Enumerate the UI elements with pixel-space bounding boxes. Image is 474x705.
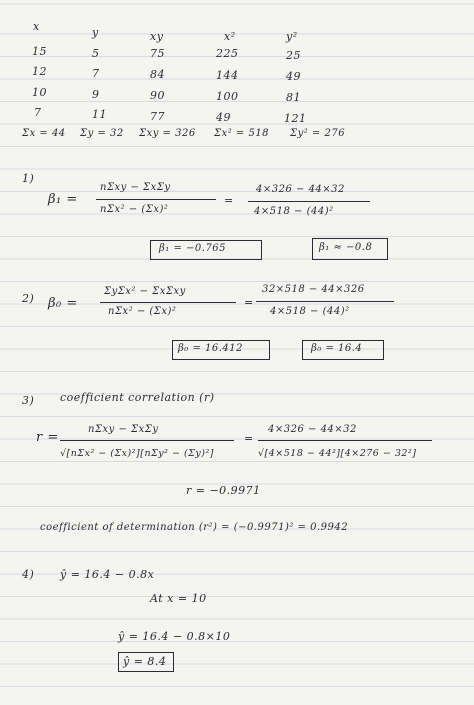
cell: 84 [150, 68, 165, 81]
sum-xy: Σxy = 326 [139, 128, 196, 139]
formula-denominator: nΣx² − (Σx)² [108, 306, 177, 317]
substituted-numerator: 4×326 − 44×32 [268, 424, 357, 435]
substituted-numerator: 32×518 − 44×326 [262, 284, 365, 295]
cell: 225 [216, 47, 239, 60]
cell: 10 [32, 86, 47, 99]
substituted-denominator: 4×518 − (44)² [270, 306, 350, 317]
header-y: y [92, 26, 99, 39]
cell: 7 [92, 67, 100, 80]
fraction-bar [100, 302, 236, 303]
equals-sign: = [244, 432, 254, 445]
step-number: 4) [22, 568, 35, 581]
cell: 75 [150, 47, 165, 60]
formula-denominator: √[nΣx² − (Σx)²][nΣy² − (Σy)²] [60, 448, 214, 459]
formula-numerator: nΣxy − ΣxΣy [88, 424, 159, 435]
formula-numerator: nΣxy − ΣxΣy [100, 182, 171, 193]
cell: 77 [150, 110, 165, 123]
cell: 49 [286, 70, 301, 83]
cell: 12 [32, 65, 47, 78]
formula-numerator: ΣyΣx² − ΣxΣxy [104, 286, 186, 297]
x-value-line: At x = 10 [150, 592, 207, 605]
r-value: r = −0.9971 [186, 484, 261, 497]
result-box [172, 340, 270, 360]
cell: 144 [216, 69, 239, 82]
r-label: r = [36, 430, 59, 445]
fraction-bar [248, 201, 370, 202]
header-xy: xy [150, 30, 164, 43]
fraction-bar [60, 440, 234, 441]
cell: 90 [150, 89, 165, 102]
beta0-rounded: β₀ = 16.4 [311, 343, 363, 354]
sum-x2: Σx² = 518 [214, 128, 270, 139]
cell: 15 [32, 45, 47, 58]
cell: 121 [284, 112, 307, 125]
header-x: x [33, 20, 40, 33]
cell: 81 [286, 91, 301, 104]
step-number: 1) [22, 172, 35, 185]
equals-sign: = [224, 194, 234, 207]
regression-equation: ŷ = 16.4 − 0.8x [60, 568, 155, 581]
determination-line: coefficient of determination (r²) = (−0.9971)² = 0.9942 [40, 522, 349, 533]
beta0-label: β₀ = [48, 296, 78, 311]
beta1-rounded: β₁ ≈ −0.8 [319, 242, 373, 253]
substituted-denominator: 4×518 − (44)² [254, 206, 334, 217]
beta0-value: β₀ = 16.412 [178, 343, 244, 354]
equals-sign: = [244, 296, 254, 309]
cell: 25 [286, 49, 301, 62]
sum-y: Σy = 32 [80, 128, 124, 139]
prediction-value: ŷ = 8.4 [123, 655, 167, 668]
beta1-value: β₁ = −0.765 [159, 243, 227, 254]
cell: 9 [92, 88, 100, 101]
result-box [118, 652, 174, 672]
result-box [302, 340, 384, 360]
cell: 100 [216, 90, 239, 103]
fraction-bar [258, 440, 432, 441]
fraction-bar [256, 301, 394, 302]
step-number: 3) [22, 394, 35, 407]
sum-x: Σx = 44 [22, 128, 66, 139]
substituted-denominator: √[4×518 − 44²][4×276 − 32²] [258, 448, 417, 459]
cell: 49 [216, 111, 231, 124]
formula-denominator: nΣx² − (Σx)² [100, 204, 169, 215]
cell: 5 [92, 47, 100, 60]
sum-y2: Σy² = 276 [290, 128, 346, 139]
substituted-equation: ŷ = 16.4 − 0.8×10 [118, 630, 231, 643]
result-box [150, 240, 262, 260]
fraction-bar [96, 199, 216, 200]
beta1-label: β₁ = [48, 192, 78, 207]
header-x2: x² [224, 30, 236, 43]
step-number: 2) [22, 292, 35, 305]
header-y2: y² [286, 30, 298, 43]
cell: 7 [34, 106, 42, 119]
substituted-numerator: 4×326 − 44×32 [256, 184, 345, 195]
result-box [312, 238, 388, 260]
cell: 11 [92, 108, 107, 121]
correlation-heading: coefficient correlation (r) [60, 391, 215, 404]
